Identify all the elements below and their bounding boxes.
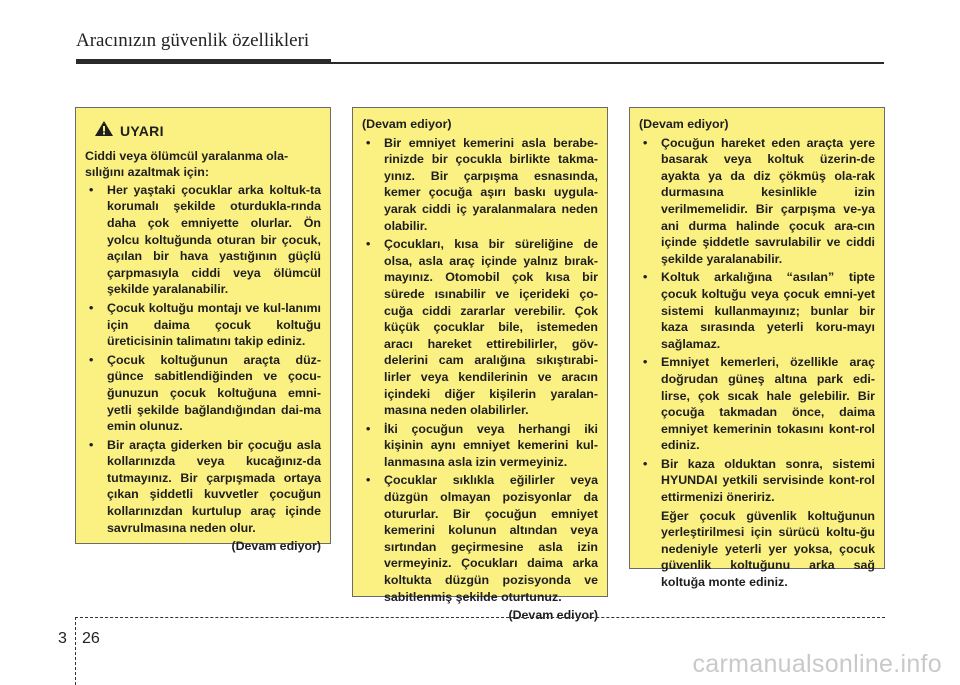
warning-list (85, 182, 321, 536)
warning-header (94, 120, 321, 142)
warning-lead: Ciddi veya ölümcül yaralanma ola-sılığını azaltmak için: (85, 148, 289, 180)
continued-label: (Devam ediyor) (508, 608, 598, 623)
list-item: • Her yaştaki çocuklar arka koltuk-ta korumalı şekilde oturdukla-rında daha çok emniyette olurlar. Ön yolcu koltuğunda oturan bir çocuk, açılan bir hava yastığının güçlü çarpmasıyla ciddi veya ölümcül şekilde yaralanabilir. (89, 182, 321, 297)
warning-box-3 (629, 107, 885, 590)
list-item: • Çocuklar sıklıkla eğilirler veya düzgün olmayan pozisyonlar da otururlar. Bir çocuğun emniyet kemerini kolunun altından veya sırtından geçirmesine asla izin vermeyiniz. Çocukları daima arka koltukta düzgün pozisyonda ve sabitlenmiş şekilde oturtunuz. (366, 473, 598, 604)
continued-label: (Devam ediyor) (231, 539, 321, 554)
watermark: carmanualsonline.info (692, 650, 942, 678)
list-item: • Çocuk koltuğunun araçta düz-günce sabitlendiğinden ve çocu-ğunuzun çocuk koltuğuna emni-yetli şekilde bağlandığından dai-ma emin olunuz. (89, 352, 321, 434)
warning-list (362, 135, 598, 606)
section-number: 3 (58, 630, 67, 647)
footer-vertical-divider (75, 617, 76, 685)
list-item: • Emniyet kemerleri, özellikle araç doğrudan güneş altına park edi-lirse, çok sıcak hale gelebilir. Bir çocuğa takmadan önce, daima emniyet kemerinin tokasını kont-rol ediniz. (643, 355, 875, 453)
warning-title: UYARI (120, 122, 164, 139)
closing-paragraph: Eğer çocuk güvenlik koltuğunun yerleştirilmesi için sürücü koltu-ğu nedeniyle yeterli yer yoksa, çocuk güvenlik koltuğunu arka sağ koltuğa monte ediniz. (661, 508, 875, 590)
continued-header: (Devam ediyor) (639, 117, 729, 131)
list-item: • İki çocuğun veya herhangi iki kişinin aynı emniyet kemerini kul-lanmasına asla izin vermeyiniz. (366, 421, 598, 469)
list-item: • Bir kaza olduktan sonra, sistemi HYUNDAI yetkili servisinde kont-rol ettirmenizi öneririz. (643, 456, 875, 505)
list-item: • Çocukları, kısa bir süreliğine de olsa, asla araç içinde yalnız bırak-mayınız. Otomobil çok kısa bir sürede ısınabilir ve içerideki ço-cuğa ciddi zararlar verebilir. Çok küçük çocuklar bile, istemeden aracı hareket ettirebilirler, göv-delerini cam aralığına sıkıştırabi-lirler veya kendilerinin ve aracın içindeki diğer kişilerin yaralan-masına neden olabilirler. (366, 237, 598, 418)
warning-list (639, 135, 875, 506)
warning-triangle-icon (94, 120, 114, 142)
warning-box-1 (75, 107, 331, 554)
header-rule-thin (331, 62, 884, 64)
header-rule-thick (76, 59, 331, 64)
warning-box-2 (352, 107, 608, 623)
list-item: • Bir emniyet kemerini asla berabe-rinizde bir çocukla birlikte takma-yınız. Bir çarpışma esnasında, kemer çocuğa aşırı baskı uygula-yarak ciddi iç yaralanmalara neden olabilir. (366, 135, 598, 233)
footer-divider (75, 617, 885, 618)
continued-header: (Devam ediyor) (362, 117, 452, 131)
list-item: • Koltuk arkalığına “asılan” tipte çocuk koltuğu veya çocuk emni-yet sistemi kullanmayınız; bunlar bir kaza sırasında yeterli koru-mayı sağlamaz. (643, 270, 875, 351)
list-item: • Çocuk koltuğu montajı ve kul-lanımı için daima çocuk koltuğu üreticisinin talimatını takip ediniz. (89, 300, 321, 349)
page-number: 26 (82, 630, 100, 647)
header-title: Aracınızın güvenlik özellikleri (76, 30, 310, 51)
list-item: • Bir araçta giderken bir çocuğu asla kollarınızda veya kucağınız-da tutmayınız. Bir çarpışmada ortaya çıkan şiddetli kuvvetler çocuğun kollarınızdan kurtulup araç içinde savrulmasına neden olur. (89, 437, 321, 535)
list-item: • Çocuğun hareket eden araçta yere basarak veya koltuk üzerin-de ayakta ya da diz çökmüş ola-rak durmasına kesinlikle izin verilmemelidir. Bir çarpışma ve-ya ani durma halinde çocuk ara-cın içinde şiddetle savrulabilir ve ciddi şekilde yaralanabilir. (643, 135, 875, 266)
